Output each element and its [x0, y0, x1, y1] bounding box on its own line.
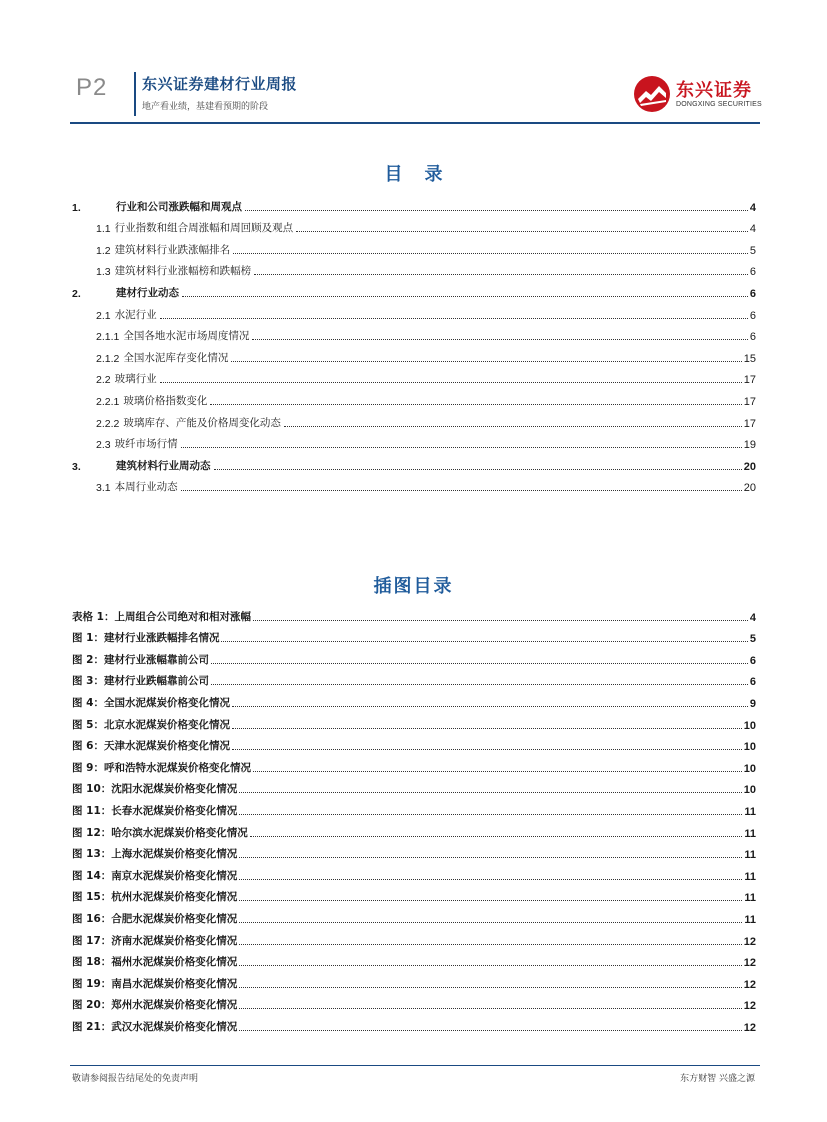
toc-title: 目录: [384, 164, 465, 185]
toc-entry-text: 玻璃行业: [114, 373, 157, 386]
figure-entry-text: 济南水泥煤炭价格变化情况: [111, 934, 238, 947]
figure-entry[interactable]: [72, 667, 756, 689]
figure-entry-label: 图 1：: [72, 632, 104, 645]
toc-leader-dots: [181, 490, 742, 491]
figure-entry-label: 图 6：: [72, 740, 104, 753]
figure-entry[interactable]: [72, 904, 756, 926]
toc-leader-dots: [254, 274, 748, 275]
header-rule: [70, 122, 760, 124]
toc-leader-dots: [296, 231, 748, 232]
figure-entry[interactable]: [72, 883, 756, 905]
figure-leader-dots: [239, 857, 742, 858]
figure-entry[interactable]: [72, 991, 756, 1013]
toc-entry-text: 建筑材料行业周动态: [116, 459, 211, 472]
figure-entry-page: 12: [743, 935, 756, 948]
figure-entry[interactable]: [72, 948, 756, 970]
report-subtitle: 地产看业绩，基建看预期的阶段: [142, 102, 269, 112]
figure-leader-dots: [239, 814, 742, 815]
toc-entry[interactable]: [72, 451, 756, 473]
toc-entry-number: 3.1: [96, 482, 111, 495]
toc-entry-page: 5: [749, 244, 756, 257]
toc-leader-dots: [284, 426, 742, 427]
figure-entry[interactable]: [72, 840, 756, 862]
figure-entry-text: 杭州水泥煤炭价格变化情况: [111, 891, 238, 904]
figure-entry-text: 福州水泥煤炭价格变化情况: [111, 956, 238, 969]
figure-entry-text: 天津水泥煤炭价格变化情况: [103, 740, 230, 753]
toc-entry-number: 2.1.1: [96, 331, 120, 344]
toc-entry[interactable]: [72, 214, 756, 236]
figure-entry-page: 11: [744, 849, 756, 862]
toc-leader-dots: [214, 469, 742, 470]
figure-entry-page: 11: [744, 805, 756, 818]
figure-entry-label: 图 16：: [72, 912, 112, 925]
figure-leader-dots: [239, 987, 741, 988]
figure-leader-dots: [239, 922, 742, 923]
toc-entry-page: 4: [749, 223, 756, 236]
toc-entry-text: 水泥行业: [114, 308, 157, 321]
figure-entry-text: 上海水泥煤炭价格变化情况: [111, 848, 238, 861]
toc-entry-text: 玻璃库存、产能及价格周变化动态: [123, 416, 281, 429]
toc-entry-page: 15: [743, 352, 756, 365]
figure-entry-label: 图 11：: [72, 804, 112, 817]
toc-leader-dots: [233, 253, 748, 254]
figure-entry[interactable]: [72, 796, 756, 818]
toc-entry-number: 1.: [72, 201, 81, 214]
figure-leader-dots: [239, 792, 741, 793]
figure-entry[interactable]: [72, 688, 756, 710]
toc-entry-number: 2.1: [96, 309, 111, 322]
figure-entry-text: 建材行业涨跌幅排名情况: [103, 632, 220, 645]
figure-entry-text: 呼和浩特水泥煤炭价格变化情况: [103, 761, 251, 774]
report-title: 东兴证券建材行业周报: [142, 75, 298, 93]
toc-entry-text: 玻纤市场行情: [114, 438, 178, 451]
logo-emblem-icon: [632, 74, 672, 114]
toc-entry-number: 3.: [72, 460, 81, 473]
figure-leader-dots: [239, 944, 741, 945]
toc-entry-page: 17: [743, 395, 756, 408]
figure-entry-label: 图 9：: [72, 761, 104, 774]
toc-leader-dots: [231, 361, 741, 362]
figure-entry[interactable]: [72, 753, 756, 775]
figure-entry-text: 南昌水泥煤炭价格变化情况: [111, 977, 238, 990]
figure-entry-label: 图 20：: [72, 999, 112, 1012]
toc-leader-dots: [160, 318, 748, 319]
toc-leader-dots: [252, 339, 748, 340]
toc-entry-page: 17: [743, 374, 756, 387]
toc-entry-page: 4: [749, 201, 756, 214]
figure-entry-label: 图 4：: [72, 696, 104, 709]
figure-entry-label: 图 14：: [72, 869, 112, 882]
figure-list: [72, 602, 756, 1034]
toc-entry-number: 1.2: [96, 244, 111, 257]
toc-entry[interactable]: [72, 278, 756, 300]
figure-entry[interactable]: [72, 1012, 756, 1034]
toc-entry[interactable]: [72, 408, 756, 430]
figure-entry[interactable]: [72, 969, 756, 991]
toc-entry-page: 17: [743, 417, 756, 430]
figure-entry[interactable]: [72, 710, 756, 732]
toc-entry-text: 建筑材料行业跌涨幅排名: [114, 243, 231, 256]
toc-entry-text: 行业和公司涨跌幅和周观点: [116, 200, 242, 213]
toc-entry[interactable]: [72, 430, 756, 452]
disclaimer-note: 敬请参阅报告结尾处的免责声明: [72, 1074, 199, 1084]
page-number: P2: [76, 74, 108, 101]
toc-leader-dots: [160, 382, 742, 383]
toc-entry[interactable]: [72, 300, 756, 322]
toc-entry[interactable]: [72, 235, 756, 257]
figure-entry-label: 图 2：: [72, 653, 104, 666]
figure-leader-dots: [239, 965, 741, 966]
header-divider: [134, 72, 136, 116]
logo-text-en: DONGXING SECURITIES: [676, 101, 762, 108]
figure-entry-page: 5: [749, 633, 756, 646]
figure-entry-text: 郑州水泥煤炭价格变化情况: [111, 999, 238, 1012]
figure-entry-page: 12: [743, 1021, 756, 1034]
toc-entry-text: 行业指数和组合周涨幅和周回顾及观点: [114, 222, 294, 235]
figure-entry-text: 建材行业涨幅靠前公司: [103, 653, 209, 666]
toc-entry-number: 2.2.2: [96, 417, 120, 430]
figure-leader-dots: [232, 749, 742, 750]
figure-entry-page: 11: [744, 913, 756, 926]
figure-entry-page: 10: [743, 719, 756, 732]
page-header: [70, 66, 760, 124]
figure-leader-dots: [250, 836, 743, 837]
toc-entry-page: 6: [749, 309, 756, 322]
toc-entry-number: 2.2.1: [96, 395, 120, 408]
toc-entry[interactable]: [72, 343, 756, 365]
toc-entry-page: 20: [743, 482, 756, 495]
toc-leader-dots: [210, 404, 741, 405]
toc-entry[interactable]: [72, 192, 756, 214]
toc-entry-page: 19: [743, 439, 756, 452]
figure-entry-text: 合肥水泥煤炭价格变化情况: [111, 912, 238, 925]
toc-entry-number: 2.2: [96, 374, 111, 387]
figure-entry[interactable]: [72, 602, 756, 624]
figure-leader-dots: [253, 771, 742, 772]
figure-entry-page: 11: [744, 870, 756, 883]
figure-entry-label: 图 15：: [72, 891, 112, 904]
figure-entry-label: 图 19：: [72, 977, 112, 990]
company-logo: [632, 70, 764, 118]
figure-entry-text: 建材行业跌幅靠前公司: [103, 675, 209, 688]
figure-list-title: 插图目录: [373, 576, 454, 597]
figure-entry-page: 10: [743, 784, 756, 797]
toc-entry-number: 2.3: [96, 439, 111, 452]
figure-entry[interactable]: [72, 861, 756, 883]
toc-entry-text: 本周行业动态: [114, 481, 178, 494]
toc-entry-text: 全国水泥库存变化情况: [123, 351, 229, 364]
toc-entry-page: 6: [749, 331, 756, 344]
figure-entry-text: 沈阳水泥煤炭价格变化情况: [111, 783, 238, 796]
toc-entry[interactable]: [72, 257, 756, 279]
table-of-contents: [72, 192, 756, 494]
figure-entry-page: 12: [743, 957, 756, 970]
figure-entry-label: 图 13：: [72, 848, 112, 861]
figure-entry-label: 图 3：: [72, 675, 104, 688]
figure-entry-label: 图 10：: [72, 783, 112, 796]
figure-entry-label: 图 18：: [72, 956, 112, 969]
figure-leader-dots: [211, 663, 748, 664]
figure-leader-dots: [239, 900, 742, 901]
figure-entry-page: 6: [749, 676, 756, 689]
figure-entry-page: 10: [743, 762, 756, 775]
figure-entry-page: 12: [743, 978, 756, 991]
figure-entry[interactable]: [72, 926, 756, 948]
toc-entry-number: 2.1.2: [96, 352, 120, 365]
toc-entry-number: 1.3: [96, 266, 111, 279]
toc-entry-text: 建材行业动态: [116, 286, 179, 299]
figure-entry-page: 11: [744, 892, 756, 905]
figure-entry[interactable]: [72, 624, 756, 646]
figure-entry[interactable]: [72, 775, 756, 797]
figure-leader-dots: [232, 728, 742, 729]
figure-entry-label: 图 17：: [72, 934, 112, 947]
figure-entry-text: 长春水泥煤炭价格变化情况: [111, 804, 238, 817]
toc-leader-dots: [182, 296, 748, 297]
figure-leader-dots: [232, 706, 748, 707]
figure-entry-label: 图 5：: [72, 718, 104, 731]
figure-leader-dots: [239, 1008, 741, 1009]
company-slogan: 东方财智 兴盛之源: [680, 1074, 755, 1084]
logo-text-cn: 东兴证券: [676, 80, 752, 101]
figure-entry[interactable]: [72, 818, 756, 840]
figure-entry-text: 武汉水泥煤炭价格变化情况: [111, 1020, 238, 1033]
figure-leader-dots: [239, 1030, 741, 1031]
figure-entry[interactable]: [72, 732, 756, 754]
figure-entry[interactable]: [72, 645, 756, 667]
figure-entry-page: 6: [749, 654, 756, 667]
figure-leader-dots: [211, 684, 748, 685]
toc-entry-text: 玻璃价格指数变化: [123, 394, 208, 407]
figure-entry-text: 南京水泥煤炭价格变化情况: [111, 869, 238, 882]
figure-entry-text: 北京水泥煤炭价格变化情况: [103, 718, 230, 731]
toc-entry-text: 建筑材料行业涨幅榜和跌幅榜: [114, 265, 252, 278]
toc-leader-dots: [181, 447, 742, 448]
toc-entry[interactable]: [72, 473, 756, 495]
figure-entry-text: 哈尔滨水泥煤炭价格变化情况: [111, 826, 248, 839]
figure-leader-dots: [221, 641, 747, 642]
toc-entry-page: 20: [743, 460, 756, 473]
figure-entry-text: 全国水泥煤炭价格变化情况: [103, 696, 230, 709]
figure-entry-page: 11: [744, 827, 756, 840]
figure-entry-page: 4: [749, 611, 756, 624]
figure-entry-label: 图 21：: [72, 1020, 112, 1033]
figure-leader-dots: [239, 879, 742, 880]
figure-entry-page: 9: [749, 697, 756, 710]
toc-entry[interactable]: [72, 365, 756, 387]
figure-entry-page: 10: [743, 741, 756, 754]
toc-entry[interactable]: [72, 322, 756, 344]
toc-entry-page: 6: [749, 266, 756, 279]
toc-entry-page: 6: [749, 287, 756, 300]
toc-entry[interactable]: [72, 386, 756, 408]
toc-entry-number: 2.: [72, 287, 81, 300]
toc-entry-number: 1.1: [96, 223, 111, 236]
figure-entry-page: 12: [743, 1000, 756, 1013]
figure-entry-label: 表格 1：: [72, 610, 115, 623]
figure-entry-text: 上周组合公司绝对和相对涨幅: [114, 610, 251, 623]
figure-leader-dots: [253, 620, 748, 621]
footer-rule: [70, 1065, 760, 1066]
toc-entry-text: 全国各地水泥市场周度情况: [123, 330, 250, 343]
figure-entry-label: 图 12：: [72, 826, 112, 839]
toc-leader-dots: [245, 210, 748, 211]
